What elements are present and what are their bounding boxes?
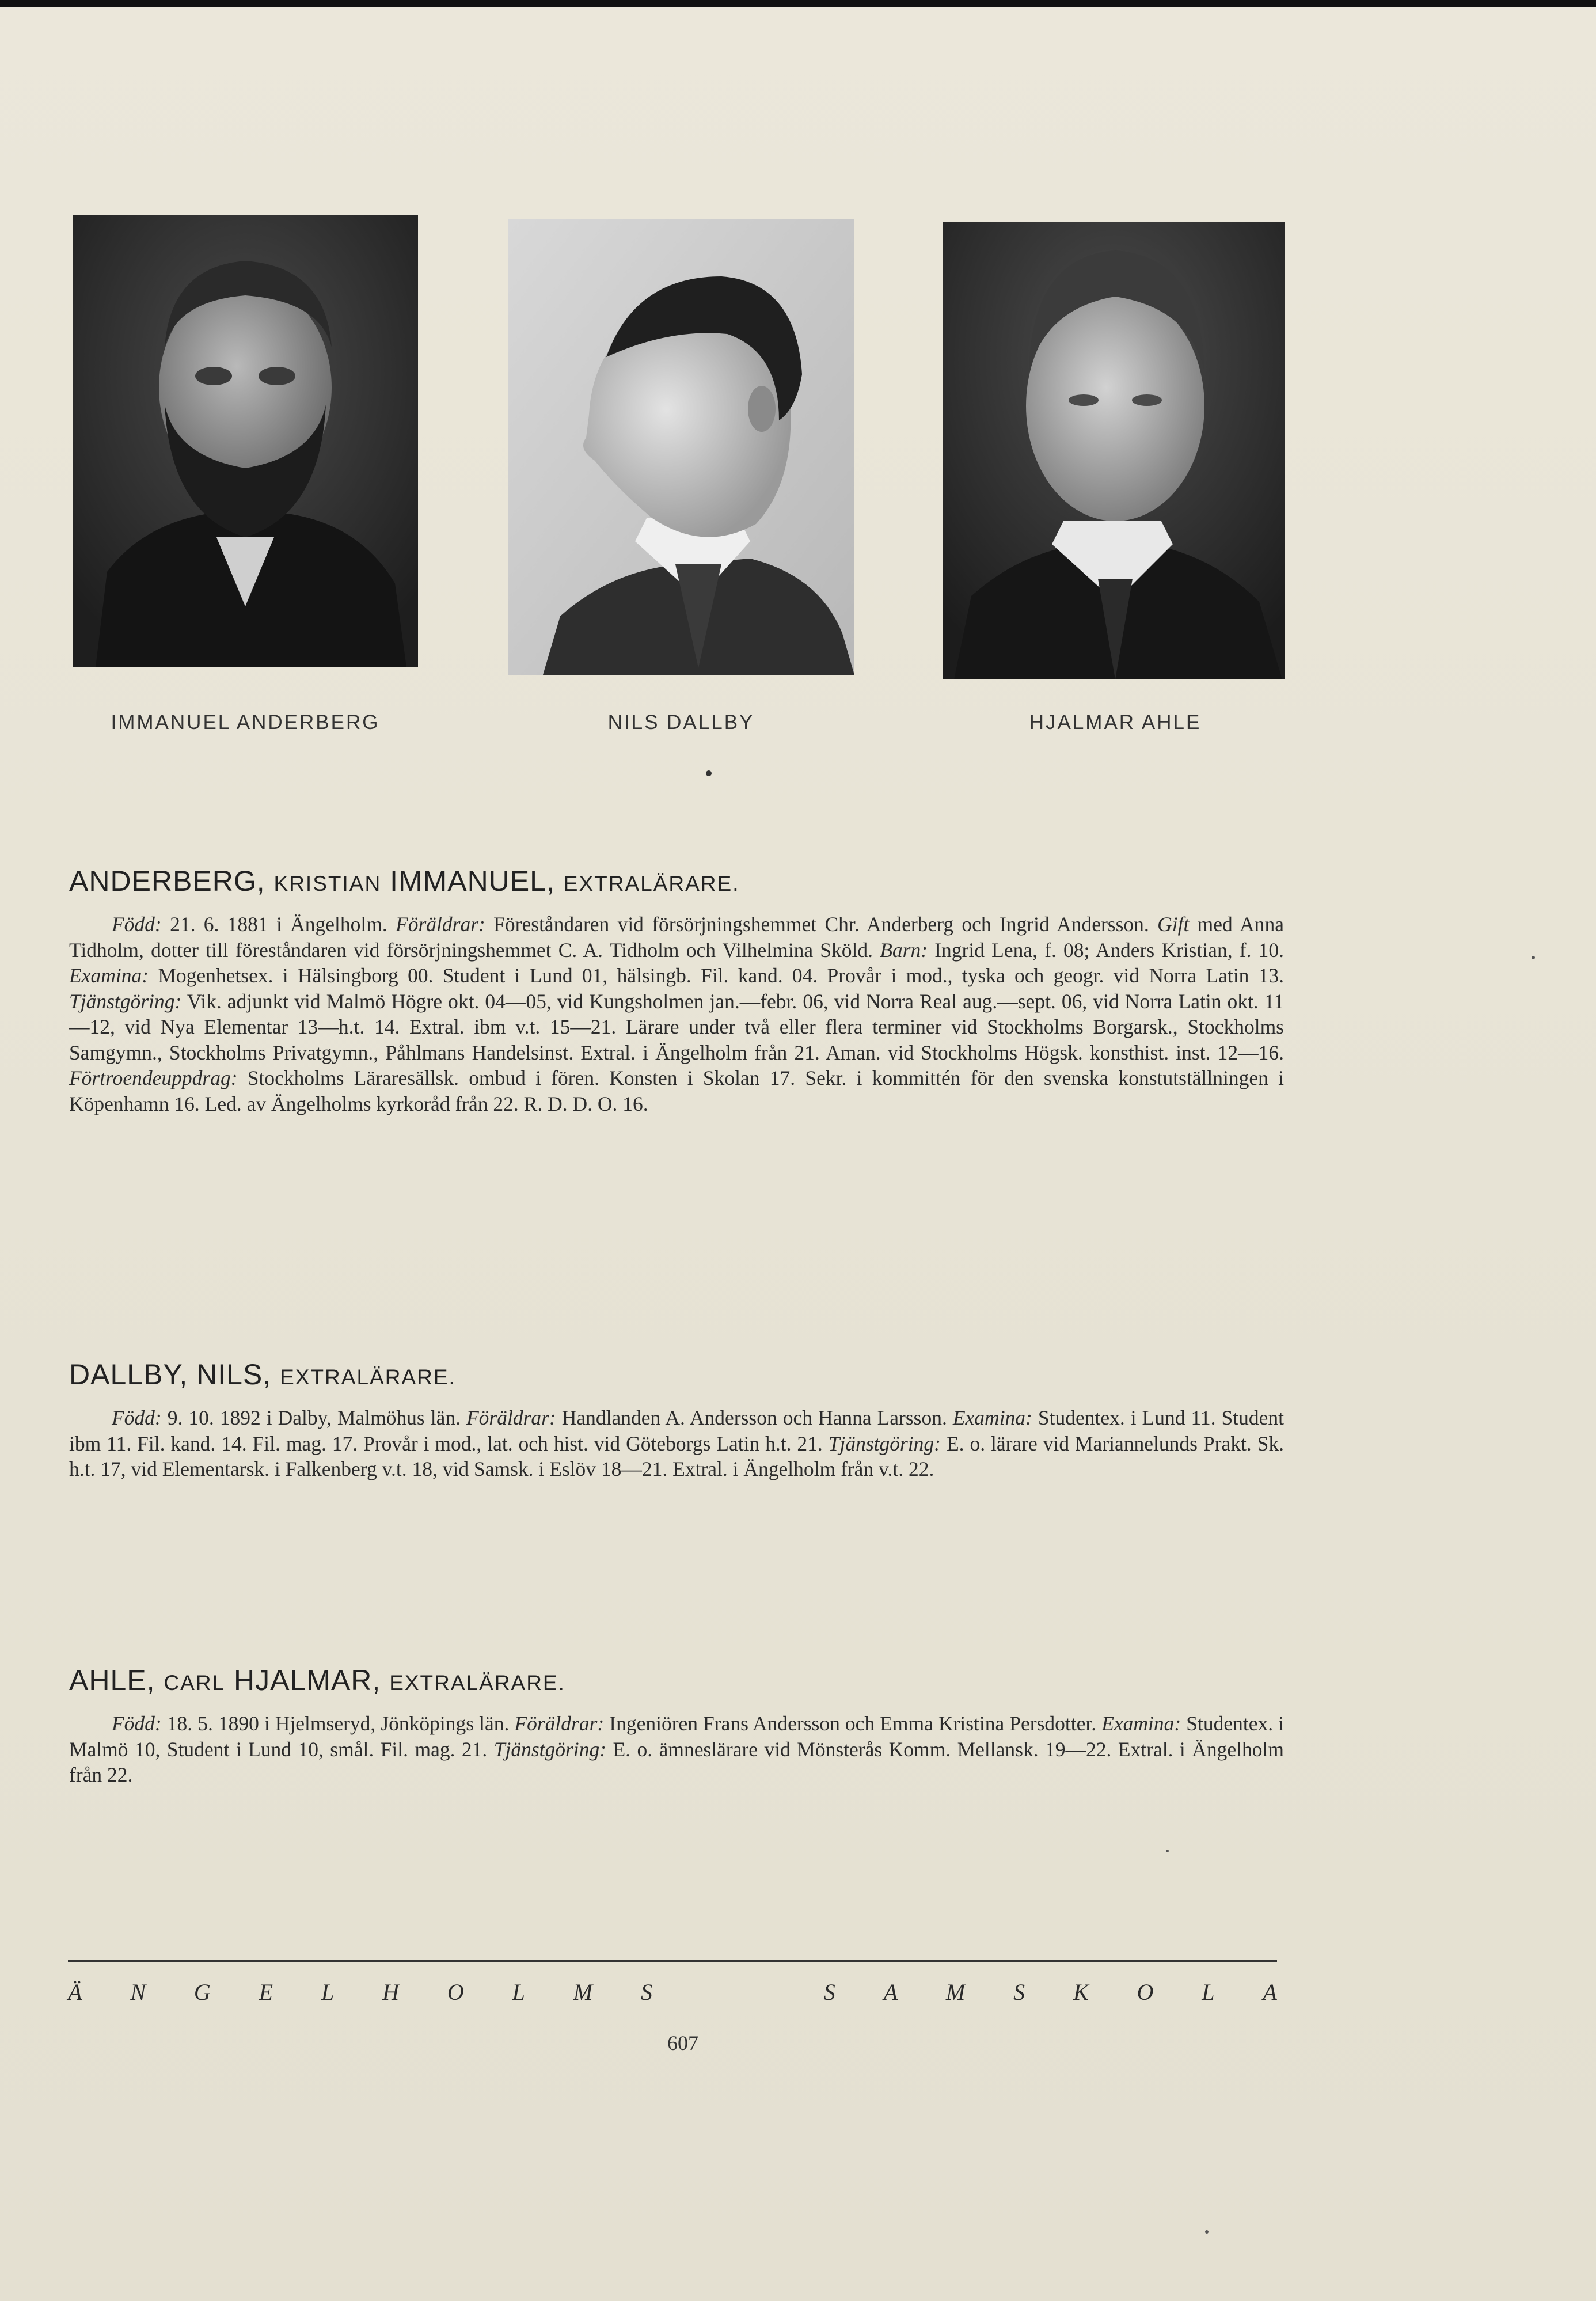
entry-heading: [69, 1662, 1284, 1702]
field-label: Tjänstgöring:: [69, 989, 182, 1013]
field-label: Föräldrar:: [396, 913, 485, 936]
field-label: Föräldrar:: [514, 1712, 605, 1735]
footer-letter: S: [1013, 1979, 1025, 2005]
field-text: Handlanden A. Andersson och Hanna Larsson.: [556, 1406, 953, 1429]
portrait-photo-dallby: [508, 219, 854, 675]
entry-title: EXTRALÄRARE.: [280, 1365, 456, 1389]
field-text: Mogenhetsex. i Hälsingborg 00. Student i Lund 01, hälsingb. Fil. kand. 04. Provår i mod., tyska och geogr. vid Norra Latin 13.: [149, 964, 1284, 987]
field-label: Tjänstgöring:: [493, 1737, 607, 1761]
footer-letter: Ä: [68, 1979, 82, 2005]
field-text: Ingrid Lena, f. 08; Anders Kristian, f. 10.: [928, 938, 1284, 962]
scan-edge: [0, 0, 1596, 7]
field-label: Tjänstgöring:: [828, 1432, 941, 1455]
entry-body: [69, 1711, 1284, 1788]
footer-letter: S: [640, 1979, 652, 2005]
photo-caption: IMMANUEL ANDERBERG: [111, 711, 380, 734]
field-text: E. o. lärare vid Mariannelunds Prakt. Sk. h.t. 17, vid Elementarsk. i Falkenberg v.t. 18, vid Samsk. i Eslöv 18—21. Extral. i Ängelholm från v.t. 22.: [69, 1432, 1284, 1480]
footer-letter: M: [573, 1979, 593, 2005]
entry-surname: AHLE,: [69, 1664, 155, 1696]
footer-letter: A: [1263, 1979, 1277, 2005]
field-text: Föreståndaren vid försörjningshemmet Chr. Anderberg och Ingrid Andersson.: [485, 913, 1158, 936]
footer-letter: H: [382, 1979, 399, 2005]
footer-letter: N: [130, 1979, 146, 2005]
footer-letter: K: [1073, 1979, 1089, 2005]
scan-speck: [1166, 1850, 1169, 1852]
entry-surname: DALLBY,: [69, 1358, 188, 1391]
scan-speck: [1532, 956, 1535, 959]
portrait-photo-ahle: [943, 222, 1285, 679]
footer-letter: L: [321, 1979, 335, 2005]
field-text: med Anna Tidholm, dotter till föreståndaren vid försörjningshemmet C. A. Tidholm och Vilhelmina Sköld.: [69, 913, 1284, 962]
field-text: Ingeniören Frans Andersson och Emma Kristina Persdotter.: [604, 1712, 1102, 1735]
footer-rule: [68, 1960, 1277, 1962]
field-label: Född:: [112, 913, 162, 936]
footer-letter: E: [259, 1979, 273, 2005]
entry-heading: [69, 1356, 1284, 1396]
biography-entry: [69, 1356, 1284, 1482]
field-label: Gift: [1157, 913, 1190, 936]
field-text: Studentex. i Malmö 10, Student i Lund 10, smål. Fil. mag. 21.: [69, 1712, 1284, 1761]
field-label: Förtroendeuppdrag:: [69, 1066, 238, 1089]
field-label: Examina:: [952, 1406, 1032, 1429]
field-text: Stockholms Läraresällsk. ombud i fören. Konsten i Skolan 17. Sekr. i kommittén för den svenska konstutställningen i Köpenhamn 16. Led. av Ängelholms kyrkoråd från 22. R. D. D. O. 16.: [69, 1066, 1284, 1115]
bullet-dot: [706, 770, 712, 776]
biography-entry: [69, 1662, 1284, 1788]
entry-first-name: CARL: [164, 1671, 226, 1695]
entry-body: [69, 1405, 1284, 1482]
field-text: 21. 6. 1881 i Ängelholm.: [161, 913, 396, 936]
field-label: Född:: [112, 1406, 162, 1429]
field-label: Föräldrar:: [466, 1406, 556, 1429]
footer-word-gap: [701, 1976, 776, 2008]
footer-letter: L: [512, 1979, 525, 2005]
footer-letter: O: [447, 1979, 464, 2005]
portrait-photo-anderberg: [73, 215, 418, 667]
entry-call-name: IMMANUEL,: [390, 865, 555, 897]
entry-call-name: NILS,: [196, 1358, 272, 1391]
field-text: 9. 10. 1892 i Dalby, Malmöhus län.: [161, 1406, 466, 1429]
scan-speck: [1205, 2230, 1209, 2234]
page-number: 607: [667, 2032, 698, 2055]
field-text: Studentex. i Lund 11. Student ibm 11. Fil. kand. 14. Fil. mag. 17. Provår i mod., lat. och hist. vid Göteborgs Latin h.t. 21.: [69, 1406, 1285, 1455]
footer-letter: L: [1202, 1979, 1215, 2005]
photo-caption: HJALMAR AHLE: [1029, 711, 1202, 734]
entry-body: [69, 912, 1284, 1117]
footer-letter: M: [945, 1979, 966, 2005]
biography-entry: [69, 863, 1284, 1117]
field-label: Examina:: [1101, 1712, 1181, 1735]
field-text: Vik. adjunkt vid Malmö Högre okt. 04—05, vid Kungsholmen jan.—febr. 06, vid Norra Real aug.—sept. 06, vid Norra Latin okt. 11—12, vid Nya Elementar 13—h.t. 14. Extral. ibm v.t. 15—21. Lärare under två eller flera terminer vid Stockholms Borgarsk., Stockholms Samgymn., Stockholms Privatgymn., Påhlmans Handelsinst. Extral. i Ängelholm från 21. Aman. vid Stockholms Högsk. konsthist. inst. 12—16.: [69, 989, 1284, 1064]
entry-surname: ANDERBERG,: [69, 865, 265, 897]
entry-call-name: HJALMAR,: [234, 1664, 381, 1696]
entry-heading: [69, 863, 1284, 902]
field-label: Examina:: [69, 964, 149, 987]
field-label: Född:: [112, 1712, 162, 1735]
field-label: Barn:: [880, 938, 928, 962]
field-text: 18. 5. 1890 i Hjelmseryd, Jönköpings län.: [161, 1712, 515, 1735]
footer-letter: A: [883, 1979, 898, 2005]
footer-letter: O: [1137, 1979, 1154, 2005]
entry-title: EXTRALÄRARE.: [389, 1671, 565, 1695]
photo-caption: NILS DALLBY: [607, 711, 755, 734]
footer-letter: S: [823, 1979, 835, 2005]
field-text: E. o. ämneslärare vid Mönsterås Komm. Mellansk. 19—22. Extral. i Ängelholm från 22.: [69, 1737, 1284, 1786]
entry-first-name: KRISTIAN: [273, 872, 382, 895]
footer-letter: G: [193, 1979, 211, 2005]
entry-title: EXTRALÄRARE.: [563, 872, 740, 895]
running-footer: [68, 1976, 1277, 2008]
